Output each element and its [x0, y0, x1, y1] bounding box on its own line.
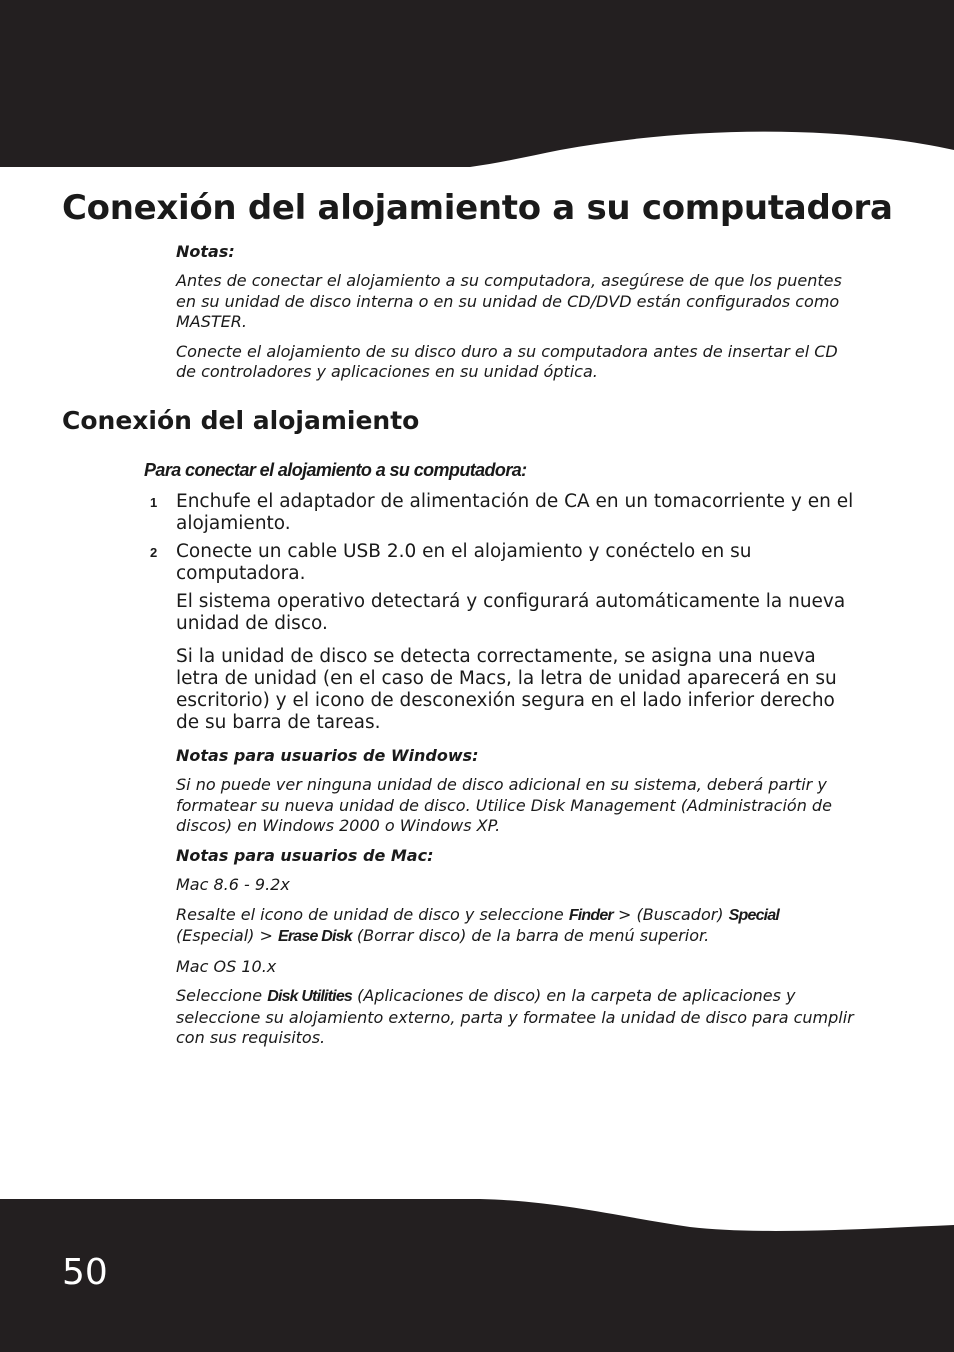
procedure-title: Para conectar el alojamiento a su computadora: [144, 460, 527, 480]
mac-version-1-instructions [176, 905, 860, 948]
page-number: 50 [62, 1252, 108, 1293]
mac-notes-label: Notas para usuarios de Mac: [176, 846, 434, 865]
windows-notes-block [176, 746, 860, 837]
windows-notes-text: Si no puede ver ninguna unidad de disco adicional en su sistema, deberá partir y formatear su nueva unidad de disco. Utilice Disk Management (Administración de discos) en Windows 2000 o Windows XP. [176, 775, 832, 835]
finder-menu-label: Finder [568, 906, 613, 924]
header-band [0, 0, 954, 170]
disk-utilities-label: Disk Utilities [267, 988, 353, 1005]
footer-band [0, 1195, 954, 1352]
step-1-text: Enchufe el adaptador de alimentación de CA en un tomacorriente y en el alojamiento. [176, 491, 854, 534]
step-1-number: 1 [150, 495, 158, 510]
notes-block [176, 242, 860, 383]
mac-v1-text-d: (Borrar disco) de la barra de menú superior. [351, 926, 710, 945]
notes-label: Notas: [176, 242, 235, 261]
os-detect-paragraph: El sistema operativo detectará y configurará automáticamente la nueva unidad de disco. [176, 591, 846, 634]
step-2-text: Conecte un cable USB 2.0 en el alojamiento y conéctelo en su computadora. [176, 541, 752, 584]
notes-paragraph-2: Conecte el alojamiento de su disco duro a su computadora antes de insertar el CD de controladores y aplicaciones en su unidad óptica. [176, 341, 838, 381]
mac-version-1: Mac 8.6 - 9.2x [176, 875, 290, 894]
mac-version-2-instructions [176, 986, 860, 1049]
drive-letter-paragraph: Si la unidad de disco se detecta correctamente, se asigna una nueva letra de unidad (en el caso de Macs, la letra de unidad aparecerá en su escritorio) y el icono de desconexión segura en el lado inferior derecho de su barra de tareas. [176, 646, 837, 733]
windows-notes-label: Notas para usuarios de Windows: [176, 746, 479, 765]
mac-v1-text-a: Resalte el icono de unidad de disco y seleccione [176, 904, 569, 924]
mac-v1-text-c: (Especial) > [176, 926, 278, 945]
footer-band-shape [0, 1195, 954, 1352]
mac-v1-text-b: > (Buscador) [612, 904, 729, 924]
mac-v2-text-a: Seleccione [176, 986, 268, 1005]
notes-paragraph-1: Antes de conectar el alojamiento a su computadora, asegúrese de que los puentes en su unidad de disco interna o en su unidad de CD/DVD están configurados como MASTER. [176, 271, 842, 331]
header-band-shape [0, 0, 954, 170]
mac-version-2: Mac OS 10.x [176, 956, 277, 976]
mac-v2-text-b: (Aplicaciones de disco) en la carpeta de aplicaciones y seleccione su alojamiento externo, parta y formatee la unidad de disco para cumplir con sus requisitos. [176, 986, 854, 1047]
step-2-number: 2 [150, 545, 158, 560]
special-menu-label: Special [728, 906, 780, 924]
section-title: Conexión del alojamiento [62, 406, 420, 435]
page-title: Conexión del alojamiento a su computadora [62, 188, 893, 228]
erase-disk-menu-label: Erase Disk [278, 928, 352, 945]
mac-notes-block [176, 846, 860, 1049]
